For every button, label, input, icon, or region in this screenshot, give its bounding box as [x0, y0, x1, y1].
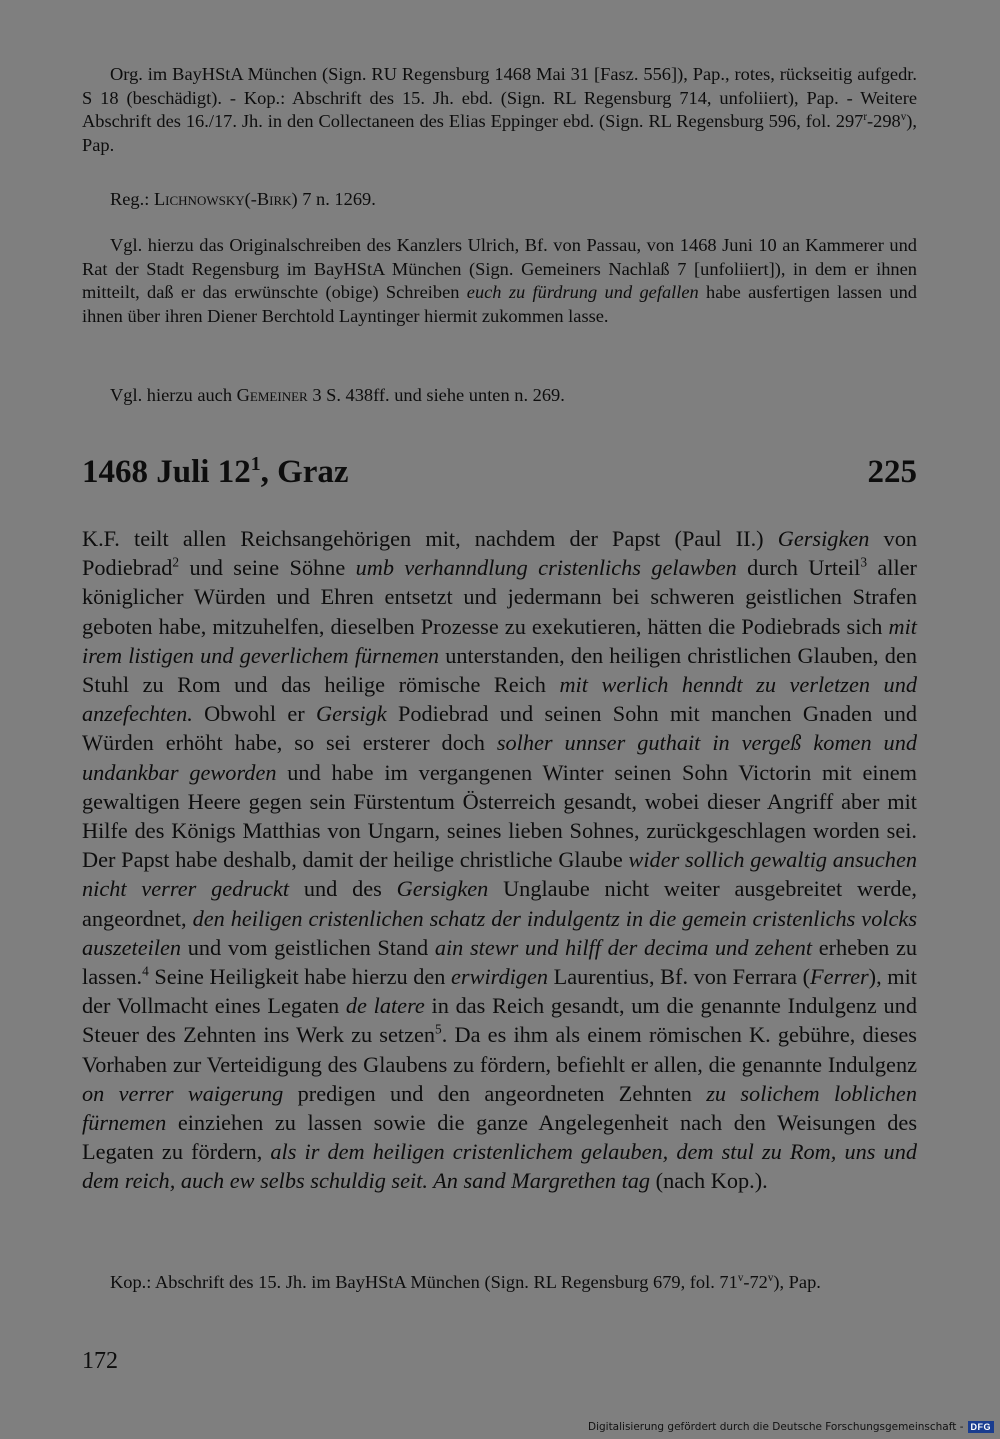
text-run: Laurentius, Bf. von Ferrara ( [548, 964, 811, 990]
text-run: 3 S. 438ff. und siehe unten n. 269. [307, 385, 565, 405]
comparison-note [82, 234, 917, 328]
text-run: ), Pap. [82, 111, 917, 155]
text-run: Org. im BayHStA München (Sign. RU Regensburg 1468 Mai 31 [Fasz. 556]), Pap., rotes, rückseitig aufgedr. S 18 (beschädigt). - Kop.: Abschrift des 15. Jh. ebd. (Sign. RL Regensburg 714, unfoliiert), Pap. - Weitere Abschrift des 16./17. Jh. in den Collectaneen des Elias Eppinger ebd. (Sign. RL Regensburg 596, fol. 297 [82, 64, 917, 131]
text-run: mit irem listigen und geverlichem fürnemen [82, 613, 917, 668]
footnote-marker: v [737, 1271, 744, 1284]
copy-note [82, 1271, 917, 1295]
text-run: Unglaube nicht weiter ausgebreitet werde, angeordnet, [82, 876, 917, 931]
text-run: Vgl. hierzu auch [110, 385, 237, 405]
footnote-marker: 4 [142, 963, 149, 979]
text-run: wider sollich gewaltig ansuchen nicht verrer gedruckt [82, 847, 917, 902]
regest-body [82, 524, 917, 1196]
footnote-marker: 5 [435, 1022, 442, 1038]
heading-date-place [82, 454, 349, 490]
text-run: Seine Heiligkeit habe hierzu den [148, 964, 452, 990]
text-run: ), Pap. [773, 1272, 821, 1292]
text-run: ain stewr und hilff der decima und zehent [434, 934, 813, 960]
text-run: 7 n. 1269. [297, 189, 376, 209]
text-run: Podiebrad und seinen Sohn mit manchen Gnaden und Würden erhöht habe, so sei ersterer doch [82, 701, 918, 756]
text-run: . Da es ihm als einem römischen K. gebühre, dieses Vorhaben zur Verteidigung des Glaubens zu fördern, befiehlt er allen, die genannte Indulgenz [82, 1022, 917, 1077]
text-run: umb verhanndlung cristenlichs gelawben [355, 555, 737, 581]
footnote-marker: r [863, 110, 868, 123]
text-run: on verrer waigerung [82, 1080, 284, 1106]
funding-footer [588, 1421, 994, 1433]
text-run: und habe im vergangenen Winter seinen Sohn Victorin mit einem gewaltigen Heere gegen sein Fürstentum Österreich gesandt, wobei dieser Angriff aber mit Hilfe des Königs Matthias von Ungarn, seines lieben Sohnes, zurückgeschlagen worden sei. Der Papst habe deshalb, damit der heilige christliche Glaube [82, 759, 917, 873]
text-run: erwirdigen [451, 964, 549, 990]
text-run: in das Reich gesandt, um die genannte Indulgenz und Steuer des Zehnten ins Werk zu setzen [82, 993, 917, 1048]
text-run: Vgl. hierzu das Originalschreiben des Kanzlers Ulrich, Bf. von Passau, von 1468 Juni 10 an Kammerer und Rat der Stadt Regensburg im BayHStA München (Sign. Gemeiners Nachlaß 7 [unfoliiert]), in dem er ihnen mitteilt, daß er das erwünschte (obige) Schreiben [82, 235, 917, 302]
document-heading [82, 452, 917, 492]
text-run: ), mit der Vollmacht eines Legaten [82, 964, 917, 1019]
further-reference [82, 384, 917, 408]
footnote-marker: v [767, 1271, 774, 1284]
text-run: Obwohl er [192, 701, 317, 727]
text-run: de latere [345, 993, 425, 1019]
text-run: und vom geistlichen Stand [181, 934, 435, 960]
text-run: unterstanden, den heiligen christlichen Glauben, den Stuhl zu Rom und das heilige römische Reich [82, 642, 917, 698]
text-run: und seine Söhne [179, 555, 356, 581]
document-number: 225 [867, 454, 917, 490]
text-run: -298 [867, 111, 901, 131]
footnote-marker: 3 [860, 554, 867, 570]
text-run: -72 [743, 1272, 768, 1292]
text-run: Ferrer [810, 964, 869, 990]
text-run: Gersigken [777, 526, 870, 551]
text-run: Gemeiner [236, 385, 308, 405]
text-run: euch zu fürdrung und gefallen [466, 282, 699, 302]
footnote-marker: v [900, 110, 907, 123]
text-run: durch Urteil [736, 555, 861, 581]
text-run: solher unnser guthait in vergeß komen und undankbar geworden [82, 730, 917, 785]
text-run: und des [289, 876, 397, 902]
text-run: zu solichem loblichen fürnemen [82, 1080, 917, 1136]
text-run: Gersigk [316, 701, 387, 727]
funding-text: Digitalisierung gefördert durch die Deutsche Forschungsgemeinschaft - [587, 1421, 964, 1433]
text-run: predigen und den angeordneten Zehnten [283, 1080, 707, 1106]
text-run: 1468 Juli 12 [82, 454, 251, 490]
text-run: Kop.: Abschrift des 15. Jh. im BayHStA München (Sign. RL Regensburg 679, fol. 71 [110, 1272, 738, 1292]
text-run: K.F. teilt allen Reichsangehörigen mit, nachdem der Papst (Paul II.) [82, 526, 778, 551]
text-run: den heiligen cristenlichen schatz der indulgentz in die gemein cristenlichs volcks auszeteilen [82, 905, 918, 960]
text-run: erheben zu lassen. [82, 934, 917, 990]
text-run: aller königlicher Würden und Ehren entsetzt und jedermann bei schweren geistlichen Strafen geboten habe, mitzuhelfen, dieselben Prozesse zu exekutieren, hätten die Podiebrads sich [82, 555, 917, 639]
text-run: habe ausfertigen lassen und ihnen über ihren Diener Berchtold Layntinger hiermit zukommen lasse. [82, 282, 917, 326]
footnote-marker: 2 [172, 554, 180, 570]
regest-reference [82, 188, 917, 212]
text-run: Reg.: [110, 189, 154, 209]
dfg-logo-icon: DFG [968, 1421, 995, 1433]
text-run: , Graz [260, 454, 349, 490]
text-run: mit werlich henndt zu verletzen und anzefechten. [82, 672, 917, 727]
text-run: einziehen zu lassen sowie die ganze Angelegenheit nach den Weisungen des Legaten zu fördern, [82, 1110, 917, 1165]
text-run: als ir dem heiligen cristenlichem gelauben, dem stul zu Rom, uns und dem reich, auch ew selbs schuldig seit. An sand Margrethen tag [82, 1139, 917, 1194]
text-run: (nach Kop.). [650, 1168, 768, 1194]
text-run: von Podiebrad [82, 526, 917, 581]
text-run: Gersigken [396, 876, 489, 902]
text-run: Lichnowsky(-Birk) [153, 189, 298, 209]
footnote-marker: 1 [250, 453, 261, 475]
page-number: 172 [82, 1348, 118, 1374]
source-note [82, 63, 917, 157]
